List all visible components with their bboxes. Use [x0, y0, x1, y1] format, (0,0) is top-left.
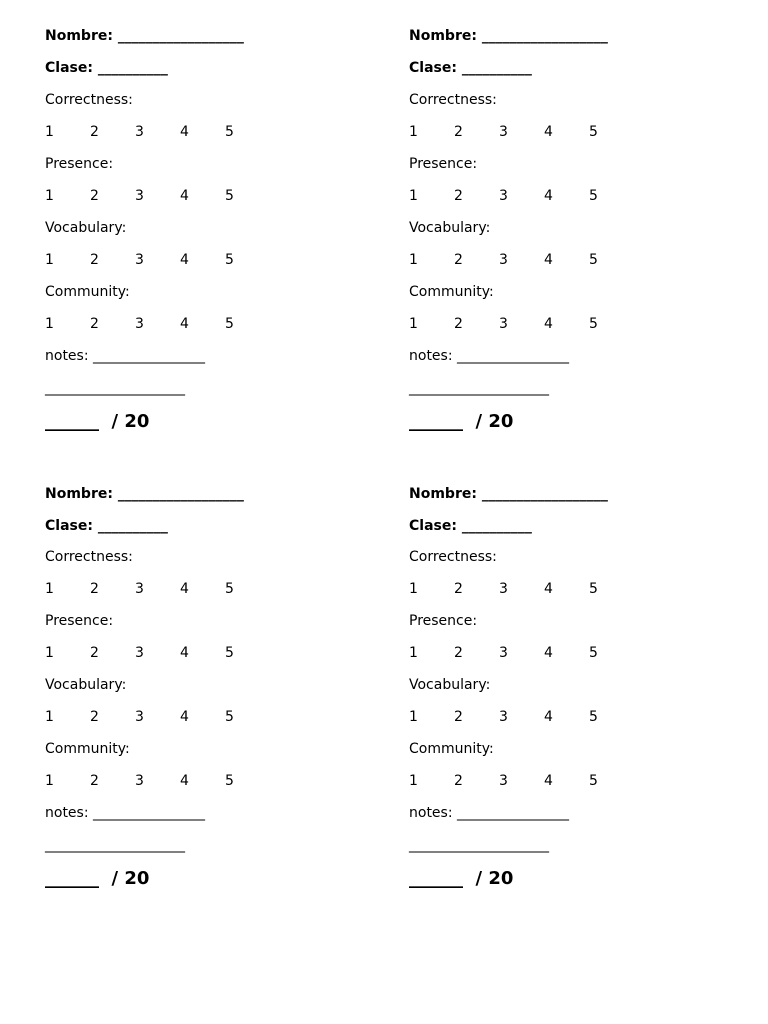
rating-option: 2 — [454, 709, 463, 725]
rating-option: 3 — [499, 124, 508, 140]
category-label-correctness: Correctness: — [409, 549, 497, 565]
rating-option: 1 — [45, 316, 54, 332]
rating-option: 5 — [225, 124, 234, 140]
category-label-presence: Presence: — [45, 613, 114, 629]
rating-option: 5 — [225, 709, 234, 725]
rating-option: 3 — [135, 124, 144, 140]
rating-option: 5 — [589, 581, 598, 597]
rating-option: 5 — [589, 773, 598, 789]
rating-option: 3 — [499, 773, 508, 789]
score-total: ______ / 20 — [45, 411, 150, 432]
rating-option: 5 — [225, 252, 234, 268]
category-label-vocabulary: Vocabulary: — [45, 220, 127, 236]
notes-field: notes: ________________ — [45, 805, 206, 821]
rating-option: 1 — [409, 709, 418, 725]
score-total: ______ / 20 — [409, 411, 514, 432]
notes-field: notes: ________________ — [45, 348, 206, 364]
rating-option: 4 — [180, 316, 189, 332]
clase-field: Clase: __________ — [45, 60, 168, 76]
rating-option: 1 — [45, 709, 54, 725]
clase-field: Clase: __________ — [409, 60, 532, 76]
rating-option: 4 — [544, 124, 553, 140]
rating-option: 1 — [409, 124, 418, 140]
rating-option: 2 — [454, 316, 463, 332]
rating-option: 2 — [90, 709, 99, 725]
rating-option: 3 — [135, 252, 144, 268]
rating-option: 1 — [45, 188, 54, 204]
category-label-presence: Presence: — [409, 156, 478, 172]
rating-option: 1 — [45, 124, 54, 140]
category-label-community: Community: — [45, 741, 130, 757]
rating-option: 2 — [454, 188, 463, 204]
rating-option: 3 — [499, 188, 508, 204]
rating-option: 5 — [225, 316, 234, 332]
notes-line: ____________________ — [45, 380, 185, 396]
rating-option: 2 — [454, 252, 463, 268]
rating-option: 3 — [499, 252, 508, 268]
rating-option: 4 — [544, 316, 553, 332]
rating-option: 5 — [589, 709, 598, 725]
rating-option: 3 — [135, 645, 144, 661]
rating-option: 2 — [90, 645, 99, 661]
rating-option: 1 — [409, 316, 418, 332]
rating-option: 1 — [45, 645, 54, 661]
score-total: ______ / 20 — [409, 868, 514, 889]
notes-field: notes: ________________ — [409, 348, 570, 364]
rating-option: 3 — [135, 773, 144, 789]
rating-option: 5 — [225, 773, 234, 789]
nombre-field: Nombre: __________________ — [409, 486, 608, 502]
category-label-correctness: Correctness: — [409, 92, 497, 108]
rating-option: 2 — [454, 124, 463, 140]
category-label-community: Community: — [409, 741, 494, 757]
rating-option: 4 — [544, 252, 553, 268]
rating-option: 4 — [180, 188, 189, 204]
rating-option: 2 — [454, 581, 463, 597]
rating-option: 4 — [180, 124, 189, 140]
rating-option: 4 — [544, 581, 553, 597]
score-total: ______ / 20 — [45, 868, 150, 889]
rating-option: 4 — [544, 773, 553, 789]
rating-option: 5 — [589, 188, 598, 204]
rating-option: 5 — [225, 581, 234, 597]
rating-option: 5 — [589, 645, 598, 661]
category-label-community: Community: — [409, 284, 494, 300]
clase-field: Clase: __________ — [45, 518, 168, 534]
category-label-vocabulary: Vocabulary: — [409, 220, 491, 236]
category-label-vocabulary: Vocabulary: — [409, 677, 491, 693]
rating-option: 4 — [544, 645, 553, 661]
category-label-community: Community: — [45, 284, 130, 300]
category-label-presence: Presence: — [409, 613, 478, 629]
rating-option: 1 — [409, 188, 418, 204]
rating-option: 2 — [90, 316, 99, 332]
rating-option: 2 — [90, 252, 99, 268]
rating-option: 5 — [225, 188, 234, 204]
rating-option: 4 — [180, 773, 189, 789]
rating-option: 2 — [90, 581, 99, 597]
rating-option: 2 — [90, 188, 99, 204]
rating-option: 5 — [589, 124, 598, 140]
rating-option: 1 — [45, 773, 54, 789]
rating-option: 2 — [90, 773, 99, 789]
notes-line: ____________________ — [409, 380, 549, 396]
notes-line: ____________________ — [45, 837, 185, 853]
rating-option: 4 — [180, 581, 189, 597]
rating-option: 3 — [135, 316, 144, 332]
rating-option: 3 — [499, 316, 508, 332]
rating-option: 3 — [135, 581, 144, 597]
rating-option: 1 — [45, 581, 54, 597]
rating-option: 5 — [589, 316, 598, 332]
rating-option: 1 — [409, 581, 418, 597]
rating-option: 5 — [589, 252, 598, 268]
category-label-correctness: Correctness: — [45, 92, 133, 108]
category-label-correctness: Correctness: — [45, 549, 133, 565]
notes-field: notes: ________________ — [409, 805, 570, 821]
rating-option: 4 — [544, 709, 553, 725]
rating-option: 4 — [180, 645, 189, 661]
rating-option: 3 — [499, 645, 508, 661]
rating-option: 5 — [225, 645, 234, 661]
notes-line: ____________________ — [409, 837, 549, 853]
category-label-vocabulary: Vocabulary: — [45, 677, 127, 693]
nombre-field: Nombre: __________________ — [409, 28, 608, 44]
rating-option: 2 — [454, 773, 463, 789]
rating-option: 4 — [180, 252, 189, 268]
rating-option: 1 — [409, 773, 418, 789]
nombre-field: Nombre: __________________ — [45, 486, 244, 502]
rating-option: 3 — [135, 188, 144, 204]
rating-option: 1 — [409, 645, 418, 661]
nombre-field: Nombre: __________________ — [45, 28, 244, 44]
rating-option: 3 — [499, 581, 508, 597]
rating-option: 3 — [135, 709, 144, 725]
rating-option: 2 — [454, 645, 463, 661]
category-label-presence: Presence: — [45, 156, 114, 172]
clase-field: Clase: __________ — [409, 518, 532, 534]
rating-option: 4 — [544, 188, 553, 204]
rating-option: 3 — [499, 709, 508, 725]
rating-option: 2 — [90, 124, 99, 140]
rating-option: 1 — [409, 252, 418, 268]
rating-option: 4 — [180, 709, 189, 725]
rating-option: 1 — [45, 252, 54, 268]
